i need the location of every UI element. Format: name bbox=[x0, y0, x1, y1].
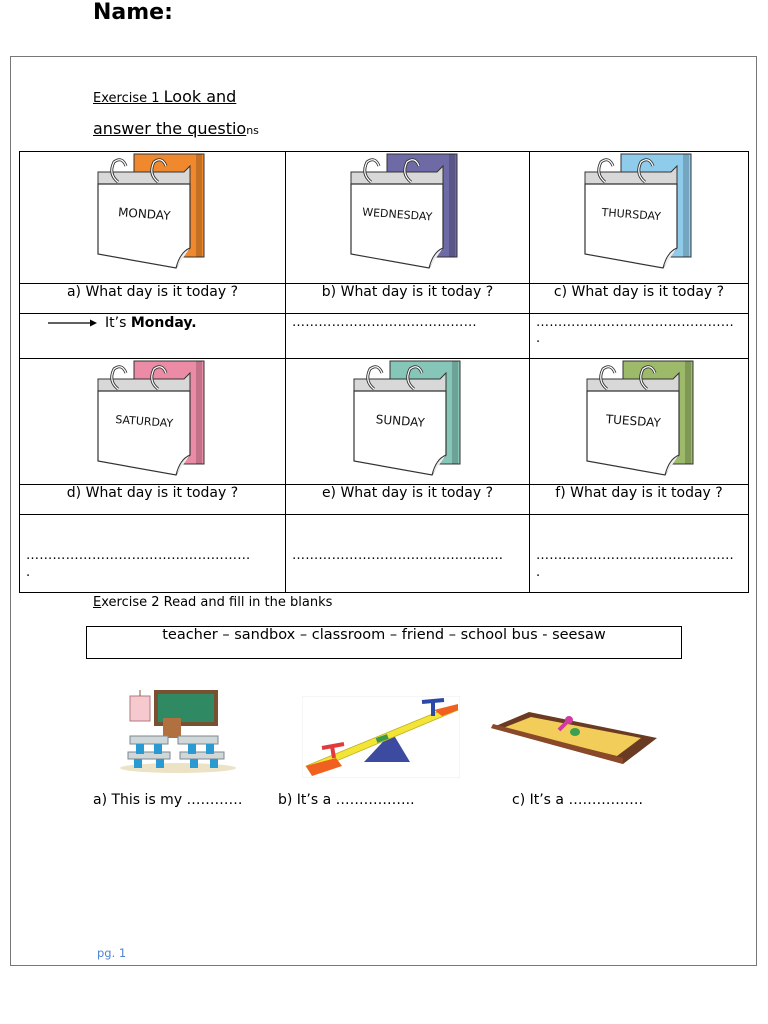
example-answer bbox=[105, 315, 197, 331]
exercise1-title bbox=[93, 87, 236, 106]
classroom-icon bbox=[118, 688, 240, 774]
answer-d-blank: …………………………………………… bbox=[26, 548, 251, 563]
days-table bbox=[19, 151, 749, 593]
answer-b bbox=[286, 314, 530, 359]
arrow-right-icon bbox=[48, 318, 98, 328]
answer-a bbox=[20, 314, 286, 359]
answer-c bbox=[530, 314, 749, 359]
calendar-day-label: TUESDAY bbox=[605, 412, 662, 430]
name-label: Name: bbox=[93, 0, 173, 25]
calendar-day-label: SUNDAY bbox=[375, 412, 426, 430]
calendar-cell bbox=[20, 152, 286, 284]
calendar-cell bbox=[286, 152, 530, 284]
exercise1-title-line2 bbox=[93, 119, 259, 138]
calendar-cell bbox=[530, 152, 749, 284]
question-b: b) What day is it today ? bbox=[286, 284, 530, 314]
exercise2-title bbox=[93, 595, 332, 610]
answer-e bbox=[286, 515, 530, 593]
sentence-a: a) This is my ………… bbox=[93, 792, 243, 808]
exercise1-title-line2-text: answer the questio bbox=[93, 119, 247, 138]
calendar-day-label: WEDNESDAY bbox=[361, 205, 433, 224]
calendar-saturday-icon bbox=[96, 359, 208, 477]
answer-e-blank: ………………………………………… bbox=[292, 548, 504, 563]
question-f: f) What day is it today ? bbox=[530, 485, 749, 515]
example-answer-prefix: It’s bbox=[105, 315, 131, 331]
answer-b-blank: …………………………………… bbox=[292, 315, 477, 330]
seesaw-icon bbox=[302, 696, 460, 778]
calendar-wednesday-icon bbox=[349, 152, 461, 270]
calendar-day-label: SATURDAY bbox=[114, 413, 174, 431]
sentence-c: c) It’s a ……………. bbox=[512, 792, 643, 808]
calendar-cell bbox=[20, 359, 286, 485]
calendar-sunday-icon bbox=[352, 359, 464, 477]
answer-c-blank: ……………………………………… bbox=[536, 315, 734, 330]
exercise1-prefix: Exercise 1 bbox=[93, 91, 164, 106]
word-bank: teacher – sandbox – classroom – friend – school bus - seesaw bbox=[86, 626, 682, 659]
question-a: a) What day is it today ? bbox=[20, 284, 286, 314]
calendar-cell bbox=[530, 359, 749, 485]
sandbox-icon bbox=[489, 708, 661, 766]
calendar-tuesday-icon bbox=[585, 359, 697, 477]
exercise2-title-initial: E bbox=[93, 595, 102, 610]
answer-f bbox=[530, 515, 749, 593]
answer-c-blank-end: . bbox=[536, 331, 541, 346]
example-answer-day: Monday. bbox=[130, 315, 197, 331]
sentence-b: b) It’s a …………….. bbox=[278, 792, 415, 808]
answer-d bbox=[20, 515, 286, 593]
question-d: d) What day is it today ? bbox=[20, 485, 286, 515]
answer-f-blank-end: . bbox=[536, 565, 541, 580]
calendar-cell bbox=[286, 359, 530, 485]
calendar-thursday-icon bbox=[583, 152, 695, 270]
page-number: pg. 1 bbox=[97, 946, 127, 960]
question-c: c) What day is it today ? bbox=[530, 284, 749, 314]
calendar-monday-icon bbox=[96, 152, 208, 270]
exercise1-title-line2-tail: ns bbox=[246, 124, 259, 137]
answer-d-blank-end: . bbox=[26, 565, 31, 580]
exercise2-title-rest: xercise 2 Read and fill in the blanks bbox=[101, 595, 333, 610]
answer-f-blank: ……………………………………… bbox=[536, 548, 734, 563]
calendar-day-label: MONDAY bbox=[117, 205, 171, 223]
question-e: e) What day is it today ? bbox=[286, 485, 530, 515]
calendar-day-label: THURSDAY bbox=[601, 205, 662, 224]
exercise1-title-main: Look and bbox=[163, 87, 237, 106]
